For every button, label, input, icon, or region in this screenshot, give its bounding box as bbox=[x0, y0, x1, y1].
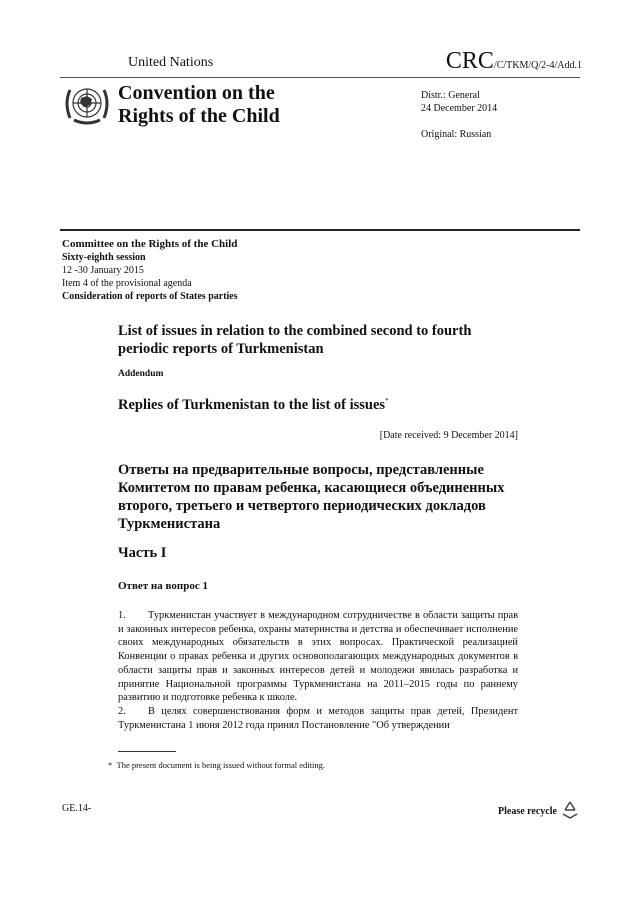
session-dates: 12 -30 January 2015 bbox=[62, 265, 144, 276]
un-emblem-icon bbox=[62, 80, 112, 126]
document-title bbox=[118, 82, 280, 128]
header-rule bbox=[60, 77, 580, 78]
recycle-text: Please recycle bbox=[498, 806, 557, 817]
paragraph-text: В целях совершенствования форм и методов защиты прав детей, Президент Туркменистана 1 июня 2012 года принял Постановление "Об утверждении bbox=[118, 706, 518, 731]
distribution-info bbox=[421, 89, 497, 115]
replies-heading bbox=[118, 397, 389, 414]
consideration: Consideration of reports of States parties bbox=[62, 291, 238, 302]
job-number: GE.14- bbox=[62, 803, 92, 814]
paragraph bbox=[118, 705, 518, 733]
paragraph bbox=[118, 609, 518, 705]
symbol-sub: /C/TKM/Q/2-4/Add.1 bbox=[493, 60, 582, 71]
title-line: Convention on the bbox=[118, 82, 275, 104]
addendum-label: Addendum bbox=[118, 369, 164, 379]
footnote bbox=[108, 760, 325, 770]
recycle-notice bbox=[498, 800, 580, 823]
paragraph-number: 2. bbox=[118, 706, 126, 717]
footnote-text: The present document is being issued without formal editing. bbox=[116, 760, 325, 770]
recycle-icon bbox=[560, 800, 580, 823]
date-received: [Date received: 9 December 2014] bbox=[379, 430, 518, 441]
thick-rule bbox=[60, 229, 580, 231]
paragraph-number: 1. bbox=[118, 610, 126, 621]
document-symbol bbox=[446, 48, 582, 75]
committee-name: Committee on the Rights of the Child bbox=[62, 238, 238, 250]
part-heading: Часть I bbox=[118, 545, 167, 561]
footnote-mark: * bbox=[385, 397, 389, 406]
russian-heading: Ответы на предварительные вопросы, представленные Комитетом по правам ребенка, касающиеся объединенных второго, третьего и четвертого периодических докладов Туркменистана bbox=[118, 462, 505, 532]
org-name: United Nations bbox=[128, 55, 214, 70]
footnote-rule bbox=[118, 751, 176, 752]
question-heading: Ответ на вопрос 1 bbox=[118, 580, 208, 592]
replies-text: Replies of Turkmenistan to the list of issues bbox=[118, 397, 386, 413]
symbol-main: CRC bbox=[445, 48, 494, 74]
paragraph-text: Туркменистан участвует в международном сотрудничестве в области защиты прав и законных интересов ребенка, охраны материнства и детства и обеспечивает исполнение своих международных обязательств в этих вопросах. Практической реализацией Конвенции о правах ребенка и других основополагающих международных документов в области защиты прав и законных интересов детей и молодежи явилась разработка и принятие Национальной программы Туркменистана на 2011–2015 годы по раннему развитию и подготовке ребенка к школе. bbox=[118, 610, 518, 704]
original-language: Original: Russian bbox=[421, 129, 492, 140]
main-heading: List of issues in relation to the combined second to fourth periodic reports of Turkmenistan bbox=[118, 323, 472, 357]
committee-block bbox=[62, 238, 238, 303]
issue-date: 24 December 2014 bbox=[421, 103, 498, 114]
title-line: Rights of the Child bbox=[118, 105, 280, 127]
agenda-item: Item 4 of the provisional agenda bbox=[62, 278, 192, 289]
session: Sixty-eighth session bbox=[62, 252, 146, 263]
footnote-mark: * bbox=[108, 760, 113, 770]
distr: Distr.: General bbox=[421, 90, 480, 101]
